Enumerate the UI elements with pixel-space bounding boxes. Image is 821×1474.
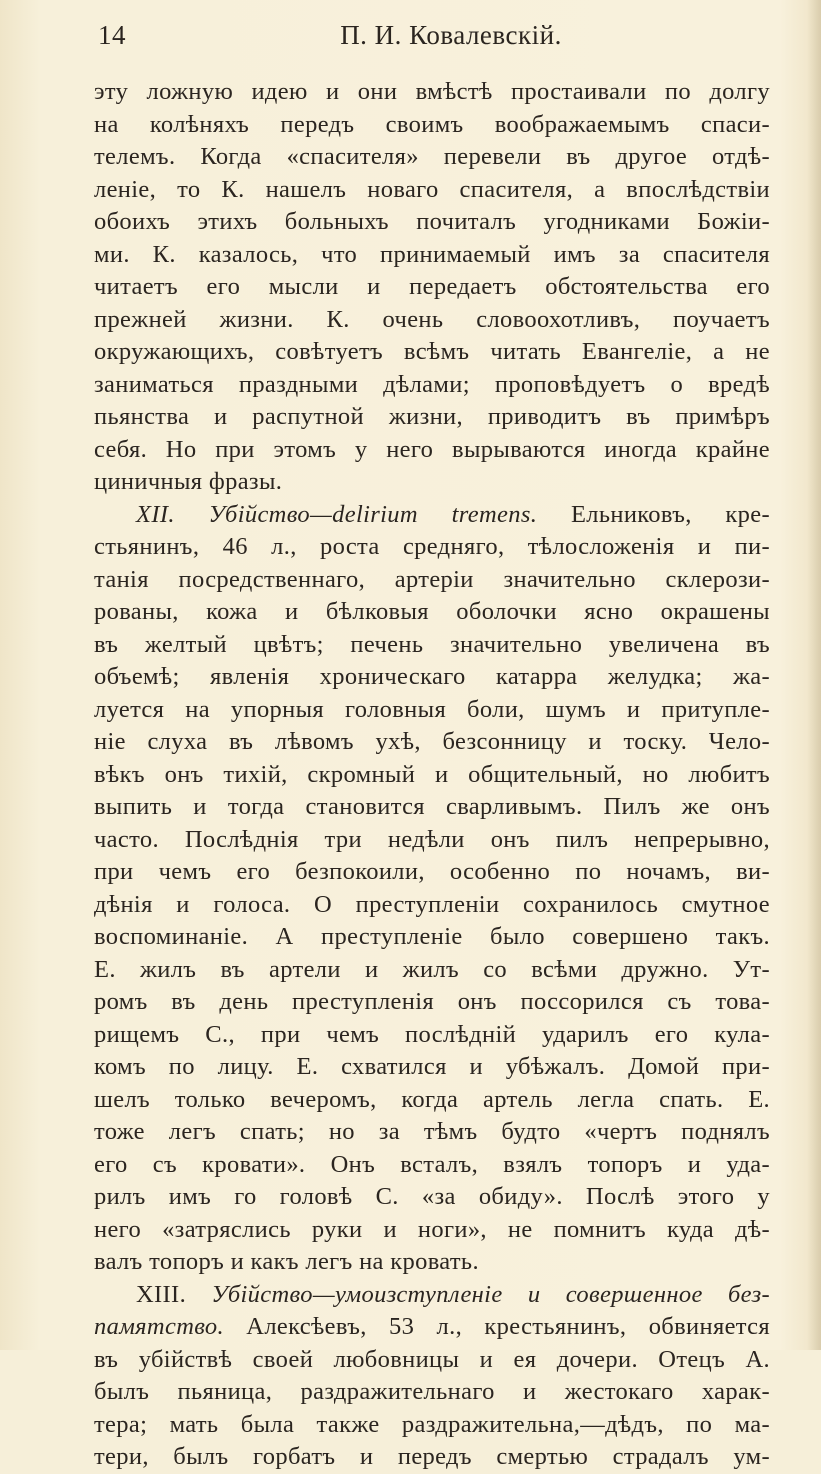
- text-line: эту ложную идею и они вмѣстѣ простаивали по долгу: [94, 78, 770, 105]
- text-line: рованы, кожа и бѣлковыя оболочки ясно окрашены: [94, 598, 770, 625]
- text-line: при чемъ его безпокоили, особенно по ночамъ, ви-: [94, 858, 770, 885]
- page-header: [98, 20, 774, 56]
- case-xiii-title-cont: памятство.: [94, 1313, 224, 1340]
- text-line: рищемъ С., при чемъ послѣдній ударилъ его кула-: [94, 1020, 770, 1048]
- text-line: на колѣняхъ передъ своимъ воображаемымъ спаси-: [94, 110, 770, 138]
- text-line: часто. Послѣднія три недѣли онъ пилъ непрерывно,: [94, 825, 770, 853]
- text-line: тоже легъ спать; но за тѣмъ будто «чертъ поднялъ: [94, 1118, 770, 1145]
- text-line: заниматься праздными дѣлами; проповѣдуетъ о вредѣ: [94, 370, 770, 398]
- body-text: [94, 76, 770, 1474]
- text-line: выпить и тогда становится сварливымъ. Пилъ же онъ: [94, 793, 770, 820]
- case-heading-line: XIII. Убійство—умоизступленіе и совершенное без-: [136, 1280, 770, 1308]
- text-line: ми. К. казалось, что принимаемый имъ за спасителя: [94, 240, 770, 268]
- text-line: обоихъ этихъ больныхъ почиталъ угодниками Божіи-: [94, 208, 770, 235]
- text-line: воспоминаніе. А преступленіе было совершено такъ.: [94, 923, 770, 950]
- text-line: объемѣ; явленія хроническаго катарра желудка; жа-: [94, 663, 770, 690]
- text-line: ніе слуха въ лѣвомъ ухѣ, безсонницу и тоску. Чело-: [94, 728, 770, 755]
- paragraph-end-line: валъ топоръ и какъ легъ на кровать.: [94, 1248, 479, 1275]
- text-line: ромъ въ день преступленія онъ поссорился съ това-: [94, 988, 770, 1015]
- text-line: окружающихъ, совѣтуетъ всѣмъ читать Евангеліе, а не: [94, 338, 770, 365]
- text-line: былъ пьяница, раздражительнаго и жестокаго харак-: [94, 1378, 770, 1405]
- text-line: леніе, то К. нашелъ новаго спасителя, а впослѣдствіи: [94, 175, 770, 203]
- text-line: его съ кровати». Онъ всталъ, взялъ топоръ и уда-: [94, 1150, 770, 1178]
- text-line: тера; мать была также раздражительна,—дѣдъ, по ма-: [94, 1410, 770, 1438]
- paragraph-end-line: циничныя фразы.: [94, 468, 283, 495]
- text-line: комъ по лицу. Е. схватился и убѣжалъ. Домой при-: [94, 1053, 770, 1080]
- text-line: въ желтый цвѣтъ; печень значительно увеличена въ: [94, 630, 770, 658]
- text-line: стьянинъ, 46 л., роста средняго, тѣлосложенія и пи-: [94, 533, 770, 560]
- text-line: рилъ имъ го головѣ С. «за обиду». Послѣ этого у: [94, 1183, 770, 1210]
- text-line: луется на упорныя головныя боли, шумъ и притупле-: [94, 695, 770, 723]
- page-number: 14: [98, 20, 126, 50]
- text-line: прежней жизни. К. очень словоохотливъ, поучаетъ: [94, 305, 770, 333]
- text-line: него «затряслись руки и ноги», не помнитъ куда дѣ-: [94, 1215, 770, 1243]
- text-line: шелъ только вечеромъ, когда артель легла спать. Е.: [94, 1085, 770, 1113]
- text-line: памятство. Алексѣевъ, 53 л., крестьянинъ, обвиняется: [94, 1313, 770, 1340]
- text-line: себя. Но при этомъ у него вырываются иногда крайне: [94, 435, 770, 463]
- text-line: въ убійствѣ своей любовницы и ея дочери. Отецъ А.: [94, 1345, 770, 1373]
- case-xii-title: XII. Убійство—delirium tremens.: [136, 500, 538, 528]
- text-line: Е. жилъ въ артели и жилъ со всѣми дружно. Ут-: [94, 955, 770, 983]
- text-line: дѣнія и голоса. О преступленіи сохранилось смутное: [94, 890, 770, 918]
- text-line: пьянства и распутной жизни, приводитъ въ примѣръ: [94, 403, 770, 430]
- text-line: читаетъ его мысли и передаетъ обстоятельства его: [94, 273, 770, 300]
- running-title: П. И. Ковалевскій.: [340, 20, 562, 50]
- spine-shadow: [807, 0, 821, 1350]
- text-line: телемъ. Когда «спасителя» перевели въ другое отдѣ-: [94, 143, 770, 170]
- text-line: тери, былъ горбатъ и передъ смертью страдалъ ум-: [94, 1443, 770, 1470]
- text-line: танія посредственнаго, артеріи значительно склерози-: [94, 565, 770, 593]
- text-line: вѣкъ онъ тихій, скромный и общительный, но любитъ: [94, 760, 770, 788]
- case-heading-line: XII. Убійство—delirium tremens. Ельниковъ, кре-: [136, 500, 770, 528]
- case-xiii-title: Убійство—умоизступленіе и совершенное без-: [211, 1280, 770, 1308]
